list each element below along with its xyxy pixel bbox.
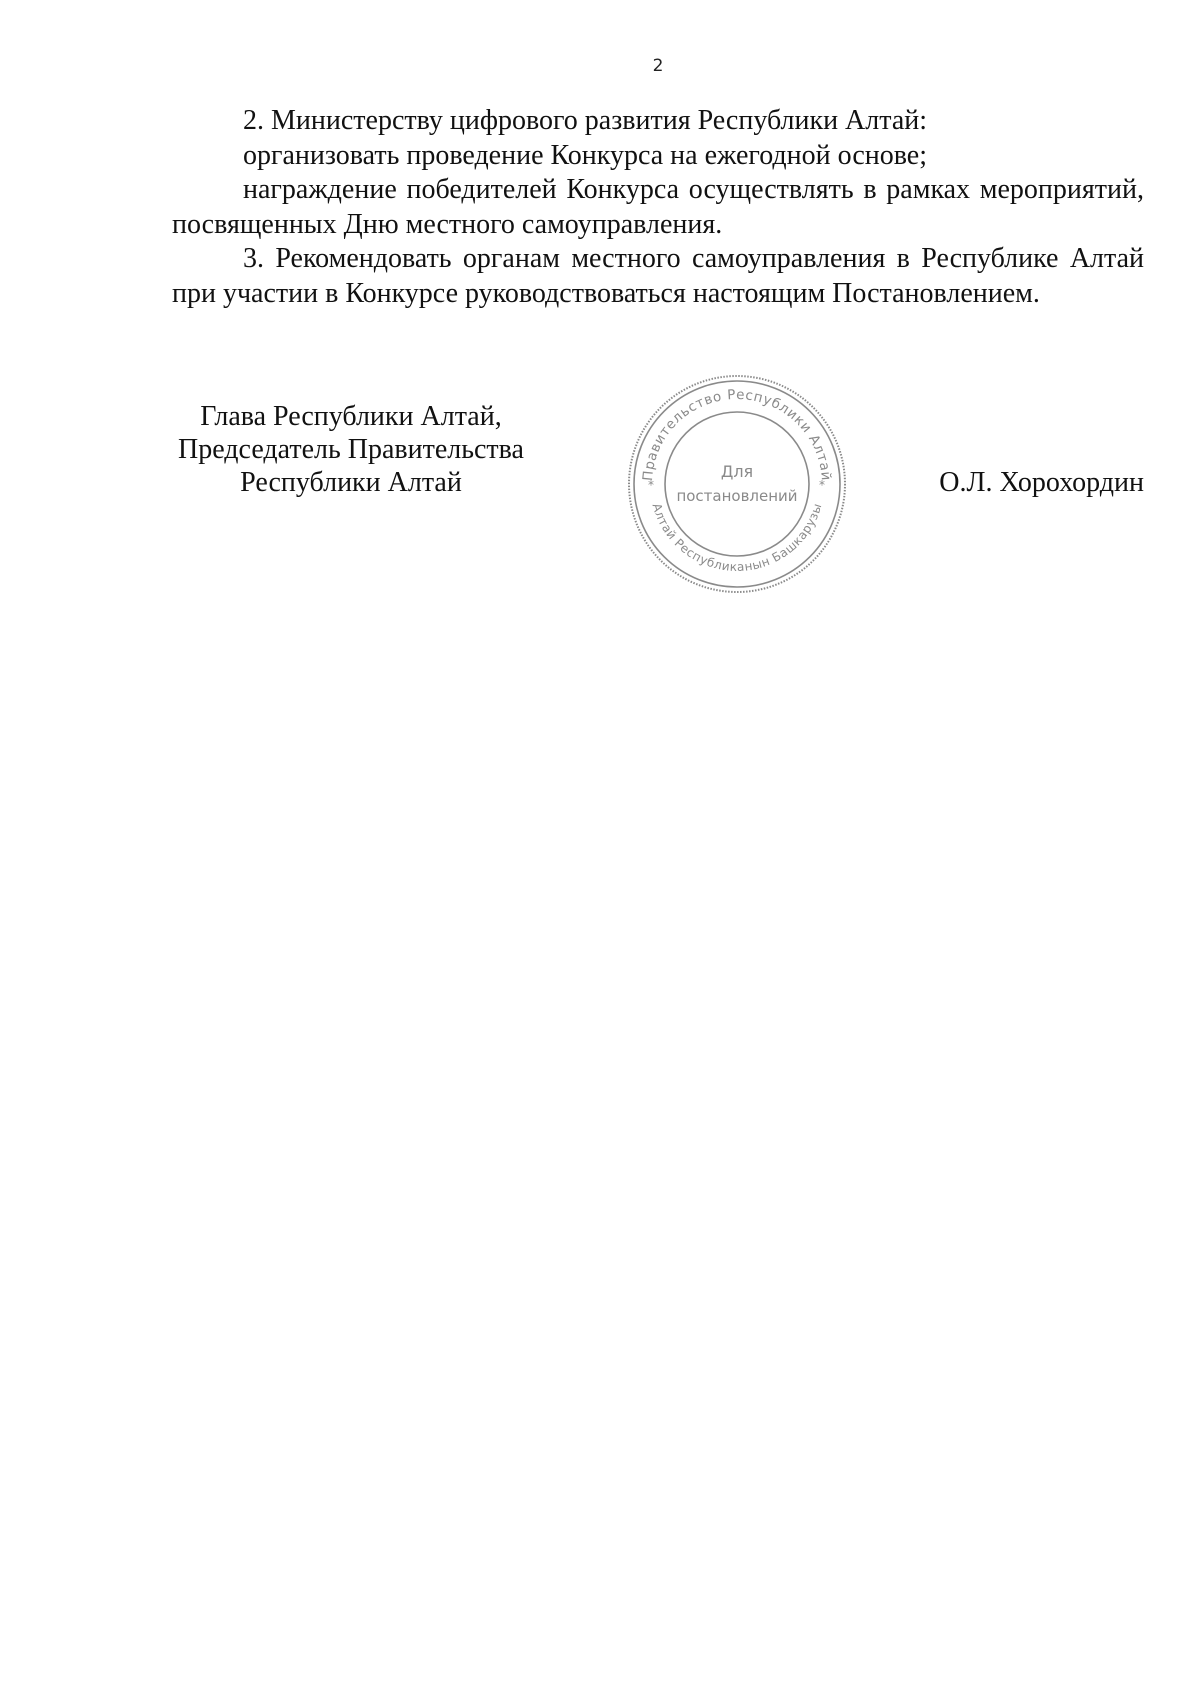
page-number: 2 (652, 56, 664, 76)
signatory-name: О.Л. Хорохордин (939, 467, 1144, 498)
paragraph-item-3: 3. Рекомендовать органам местного самоуправления в Республике Алтай при участии в Конкурсе руководствоваться настоящим Постановлением. (172, 243, 1144, 309)
paragraph-item-2: 2. Министерству цифрового развития Республики Алтай: (243, 105, 928, 136)
signatory-title-line: Председатель Правительства (178, 434, 524, 465)
paragraph-awarding: награждение победителей Конкурса осуществлять в рамках мероприятий, посвященных Дню местного самоуправления. (172, 174, 1144, 240)
seal-ring-bottom-text: Алтай Республиканын Башкарузы (649, 501, 825, 575)
seal-outer-ring (629, 376, 845, 592)
seal-star-left-icon: * (648, 478, 654, 492)
seal-star-right-icon: * (819, 478, 825, 492)
signatory-title-line: Глава Республики Алтай, (200, 401, 502, 432)
seal-inner-border (665, 412, 809, 556)
document-body (172, 104, 1144, 311)
paragraph-organize: организовать проведение Конкурса на ежегодной основе; (243, 139, 927, 171)
signatory-title (170, 400, 532, 499)
seal-center-line-1: Для (720, 462, 754, 481)
signatory-title-line: Республики Алтай (240, 467, 462, 498)
official-seal (626, 373, 848, 595)
seal-center-line-2: постановлений (676, 487, 798, 505)
seal-graphic (626, 373, 848, 595)
seal-ring-top-text: Правительство Республики Алтай (639, 386, 835, 482)
